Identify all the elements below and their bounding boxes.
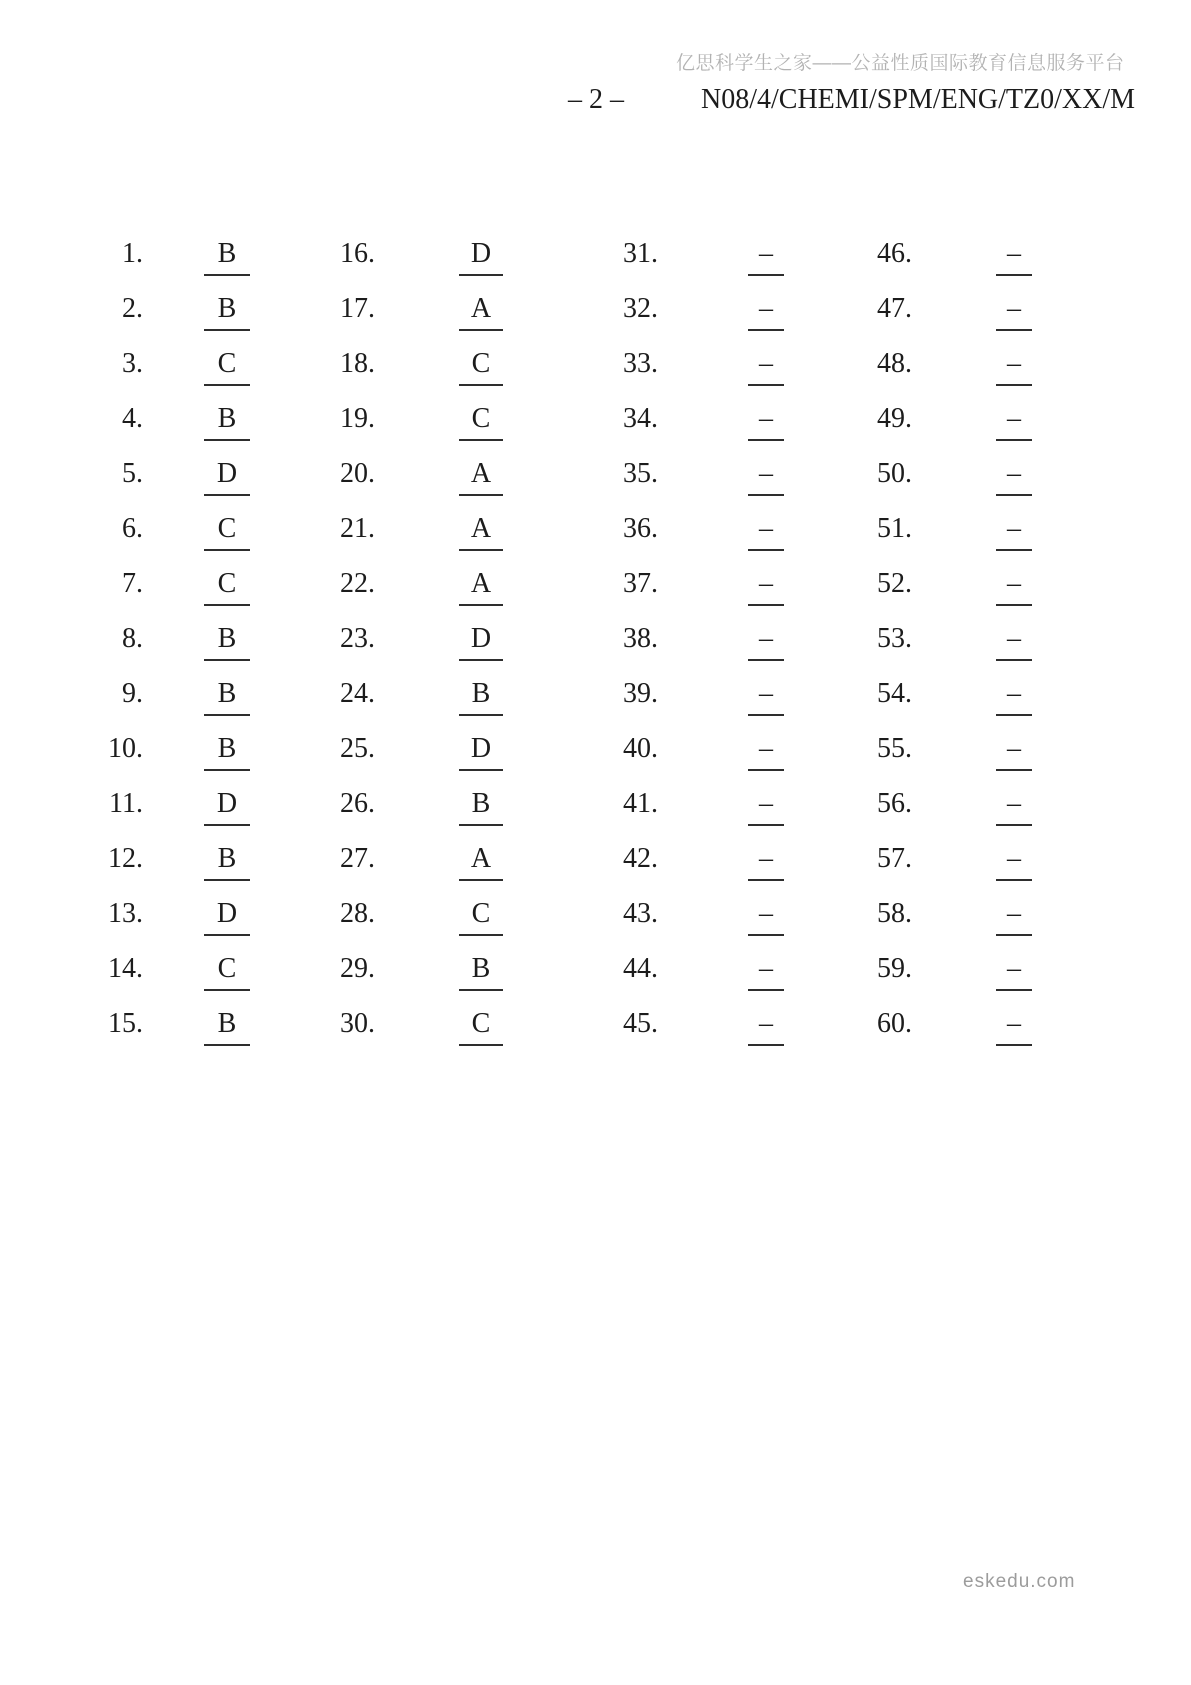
question-number: 41. (623, 788, 658, 819)
answer-blank: – (996, 839, 1032, 881)
header-site-watermark: 亿思科学生之家——公益性质国际教育信息服务平台 (676, 53, 1125, 74)
answer-row (0, 558, 1191, 613)
answer-row (0, 888, 1191, 943)
answer-value: C (204, 509, 250, 551)
answer-blank: – (748, 949, 784, 991)
question-number: 50. (877, 458, 912, 489)
answer-row (0, 998, 1191, 1053)
question-number: 17. (340, 293, 375, 324)
question-number: 56. (877, 788, 912, 819)
answer-blank: – (996, 894, 1032, 936)
question-number: 13. (108, 898, 143, 929)
answer-value: B (204, 729, 250, 771)
question-number: 30. (340, 1008, 375, 1039)
answer-value: B (459, 949, 503, 991)
question-number: 43. (623, 898, 658, 929)
question-number: 48. (877, 348, 912, 379)
question-number: 22. (340, 568, 375, 599)
question-number: 7. (122, 568, 143, 599)
question-number: 16. (340, 238, 375, 269)
answer-value: C (459, 1004, 503, 1046)
answer-value: C (204, 344, 250, 386)
question-number: 55. (877, 733, 912, 764)
answer-key-grid (0, 228, 1191, 1053)
answer-blank: – (996, 564, 1032, 606)
answer-value: C (459, 344, 503, 386)
question-number: 47. (877, 293, 912, 324)
question-number: 44. (623, 953, 658, 984)
question-number: 15. (108, 1008, 143, 1039)
answer-value: A (459, 289, 503, 331)
answer-blank: – (748, 564, 784, 606)
question-number: 54. (877, 678, 912, 709)
answer-value: D (459, 619, 503, 661)
answer-value: C (459, 399, 503, 441)
question-number: 57. (877, 843, 912, 874)
answer-blank: – (996, 729, 1032, 771)
answer-blank: – (748, 289, 784, 331)
question-number: 29. (340, 953, 375, 984)
question-number: 46. (877, 238, 912, 269)
answer-value: B (459, 674, 503, 716)
question-number: 2. (122, 293, 143, 324)
question-number: 40. (623, 733, 658, 764)
answer-blank: – (748, 784, 784, 826)
question-number: 33. (623, 348, 658, 379)
question-number: 12. (108, 843, 143, 874)
question-number: 27. (340, 843, 375, 874)
answer-blank: – (748, 234, 784, 276)
answer-blank: – (996, 784, 1032, 826)
question-number: 26. (340, 788, 375, 819)
question-number: 32. (623, 293, 658, 324)
answer-blank: – (748, 894, 784, 936)
answer-value: B (204, 399, 250, 441)
answer-value: C (204, 949, 250, 991)
answer-row (0, 613, 1191, 668)
question-number: 35. (623, 458, 658, 489)
question-number: 37. (623, 568, 658, 599)
answer-value: B (204, 619, 250, 661)
answer-blank: – (996, 1004, 1032, 1046)
question-number: 45. (623, 1008, 658, 1039)
answer-blank: – (748, 839, 784, 881)
question-number: 6. (122, 513, 143, 544)
answer-blank: – (748, 454, 784, 496)
question-number: 42. (623, 843, 658, 874)
answer-row (0, 833, 1191, 888)
question-number: 14. (108, 953, 143, 984)
paper-code: N08/4/CHEMI/SPM/ENG/TZ0/XX/M (701, 84, 1136, 115)
question-number: 3. (122, 348, 143, 379)
question-number: 18. (340, 348, 375, 379)
question-number: 36. (623, 513, 658, 544)
answer-value: B (204, 674, 250, 716)
footer-site-watermark: eskedu.com (963, 1571, 1076, 1592)
answer-blank: – (748, 1004, 784, 1046)
question-number: 23. (340, 623, 375, 654)
answer-blank: – (996, 674, 1032, 716)
question-number: 38. (623, 623, 658, 654)
answer-value: A (459, 839, 503, 881)
answer-blank: – (996, 399, 1032, 441)
answer-blank: – (748, 344, 784, 386)
answer-value: A (459, 564, 503, 606)
answer-value: B (204, 1004, 250, 1046)
answer-blank: – (996, 344, 1032, 386)
answer-value: D (204, 454, 250, 496)
question-number: 19. (340, 403, 375, 434)
answer-value: B (204, 289, 250, 331)
answer-row (0, 228, 1191, 283)
question-number: 39. (623, 678, 658, 709)
answer-row (0, 338, 1191, 393)
question-number: 53. (877, 623, 912, 654)
answer-blank: – (996, 234, 1032, 276)
answer-value: B (459, 784, 503, 826)
page-number: – 2 – (568, 84, 624, 115)
answer-value: B (204, 234, 250, 276)
answer-row (0, 283, 1191, 338)
answer-row (0, 723, 1191, 778)
answer-value: D (204, 894, 250, 936)
question-number: 8. (122, 623, 143, 654)
answer-row (0, 448, 1191, 503)
question-number: 11. (109, 788, 143, 819)
question-number: 51. (877, 513, 912, 544)
answer-blank: – (748, 674, 784, 716)
question-number: 52. (877, 568, 912, 599)
question-number: 60. (877, 1008, 912, 1039)
answer-blank: – (748, 399, 784, 441)
question-number: 5. (122, 458, 143, 489)
answer-blank: – (996, 289, 1032, 331)
question-number: 9. (122, 678, 143, 709)
question-number: 25. (340, 733, 375, 764)
question-number: 59. (877, 953, 912, 984)
answer-blank: – (996, 454, 1032, 496)
question-number: 28. (340, 898, 375, 929)
answer-blank: – (996, 509, 1032, 551)
answer-row (0, 778, 1191, 833)
answer-row (0, 393, 1191, 448)
answer-value: A (459, 509, 503, 551)
answer-value: D (459, 729, 503, 771)
answer-row (0, 943, 1191, 998)
answer-value: D (204, 784, 250, 826)
answer-row (0, 668, 1191, 723)
answer-value: B (204, 839, 250, 881)
question-number: 49. (877, 403, 912, 434)
answer-value: D (459, 234, 503, 276)
answer-blank: – (748, 729, 784, 771)
answer-blank: – (996, 949, 1032, 991)
question-number: 58. (877, 898, 912, 929)
question-number: 31. (623, 238, 658, 269)
question-number: 21. (340, 513, 375, 544)
question-number: 1. (122, 238, 143, 269)
question-number: 34. (623, 403, 658, 434)
answer-value: C (459, 894, 503, 936)
answer-value: C (204, 564, 250, 606)
answer-row (0, 503, 1191, 558)
answer-value: A (459, 454, 503, 496)
answer-blank: – (996, 619, 1032, 661)
answer-blank: – (748, 619, 784, 661)
question-number: 24. (340, 678, 375, 709)
answer-blank: – (748, 509, 784, 551)
question-number: 20. (340, 458, 375, 489)
question-number: 4. (122, 403, 143, 434)
question-number: 10. (108, 733, 143, 764)
